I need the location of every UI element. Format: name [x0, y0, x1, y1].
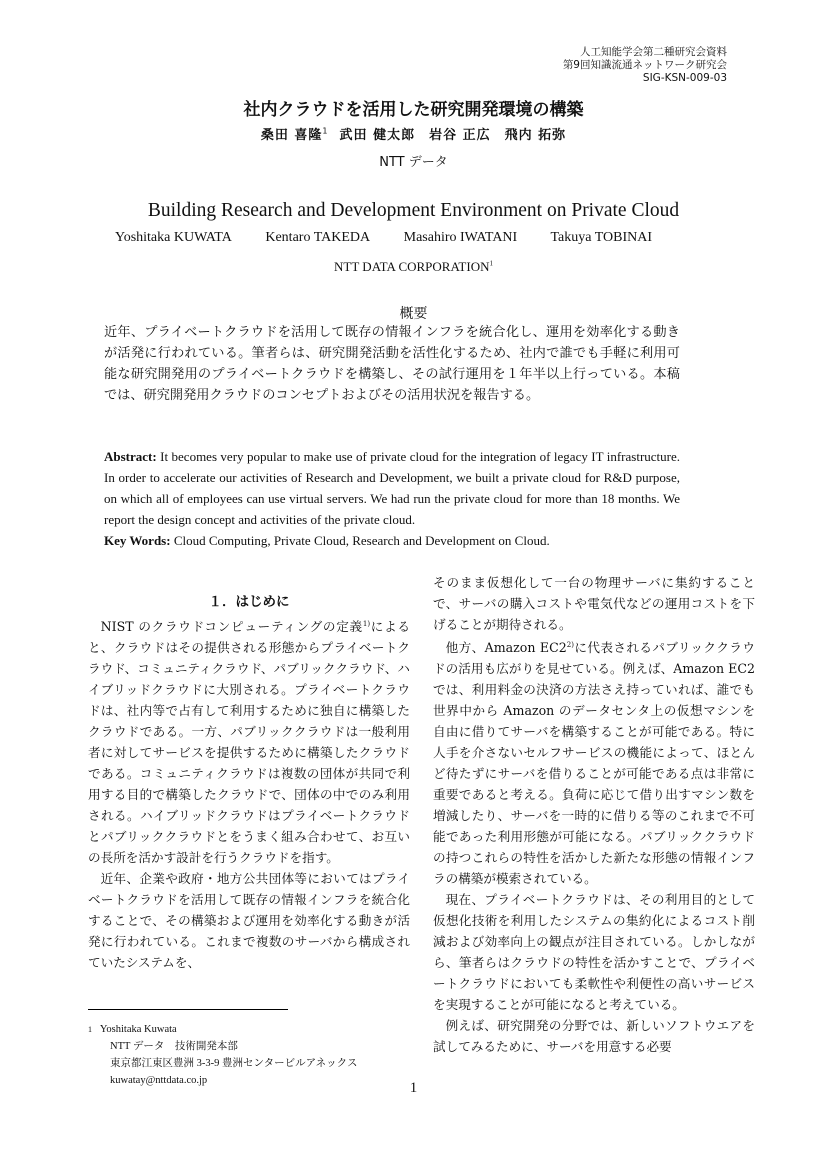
- reference-mark: 2): [566, 641, 574, 649]
- organization-en-name: NTT DATA CORPORATION: [334, 259, 490, 274]
- keywords-label: Key Words:: [104, 533, 171, 548]
- footnote-name: Yoshitaka Kuwata: [99, 1024, 177, 1035]
- authors-ja: [0, 124, 827, 143]
- page-number: 1: [409, 1080, 418, 1096]
- conference-header: [563, 46, 727, 85]
- paragraph: そのまま仮想化して一台の物理サーバに集約することで、サーバの購入コストや電気代などの運用コストを下げることが期待される。: [433, 575, 755, 632]
- paragraph: [88, 614, 410, 868]
- section-1-heading: １．はじめに: [208, 594, 290, 610]
- header-line-2: 第9回知識流通ネットワーク研究会: [562, 59, 727, 71]
- footnote: [88, 1021, 358, 1089]
- paragraph: 近年、企業や政府・地方公共団体等においてはプライベートクラウドを活用して既存の情報インフラを統合化することで、その構築および運用を効率化する動きが活発に行われている。これまで複数のサーバから構成されていたシステムを、: [88, 871, 410, 971]
- paragraph-text: によると、クラウドはその提供される形態からプライベートクラウド、コミュニティクラウド、パブリッククラウド、ハイブリッドクラウドに大別される。プライベートクラウドは、社内等で占有して利用するために独自に構築したクラウドである。一方、パブリッククラウドは一般利用者に対してサービスを提供するために構築したクラウドである。コミュニティクラウドは複数の団体が共同で利用する目的で構築したクラウドで、団体の中でのみ利用される。ハイブリッドクラウドはプライベートクラウドとパブリッククラウドとをうまく組み合わせて、お互いの長所を活かす設計を行うクラウドを指す。: [88, 619, 410, 866]
- paragraph: 現在、プライベートクラウドは、その利用目的として仮想化技術を利用したシステムの集約化によるコスト削減および効率向上の観点が注目されている。しかしながら、筆者らはクラウドの特性を活かすことで、プライベートクラウドにおいても柔軟性や利便性の高いサービスを実現することが可能になると考えている。: [433, 892, 755, 1013]
- header-line-3: SIG-KSN-009-03: [642, 72, 727, 84]
- abstract-en-block: [104, 446, 680, 551]
- paragraph-text: に代表されるパブリッククラウドの活用も広がりを見せている。例えば、Amazon EC2では、利用料金の決済の方法さえ持っていれば、誰でも世界中から Amazon のデータセンタ上の仮想マシンを自由に借りてサーバを構築することが可能である。特に人手を介さないセルフサービスの機能によって、ほとんど待たずにサーバを借りることが可能である点は非常に重要であると考える。負荷に応じて借り出すマシン数を増減したり、サーバを一時的に借りる等のこれまで不可能であった利用形態が可能になる。パブリッククラウドの持つこれらの特性を活かした新たな形態の情報インフラの構築が模索されている。: [433, 640, 756, 887]
- paragraph-text: 他方、Amazon EC2: [445, 640, 567, 656]
- abstract-ja: 近年、プライベートクラウドを活用して既存の情報インフラを統合化し、運用を効率化する動きが活発に行われている。筆者らは、研究開発活動を活性化するため、社内で誰でも手軽に利用可能な研究開発用のプライベートクラウドを構築し、その試行運用を１年半以上行っている。本稿では、研究開発用クラウドのコンセプトおよびその活用状況を報告する。: [104, 325, 680, 403]
- authors-en: [115, 230, 682, 246]
- authors-ja-rest: 武田 健太郎 岩谷 正広 飛内 拓弥: [339, 128, 567, 143]
- author-en-3: Masahiro IWATANI: [403, 230, 518, 245]
- paragraph: 例えば、研究開発の分野では、新しいソフトウエアを試してみるために、サーバを用意する必要: [433, 1018, 755, 1055]
- organization-en: [0, 259, 827, 275]
- body-column-left: [88, 614, 410, 973]
- author-en-2: Kentaro TAKEDA: [265, 230, 371, 245]
- footnote-mark: 1: [88, 1025, 92, 1034]
- author-ja-1: 桑田 喜隆: [260, 128, 323, 143]
- header-line-1: 人工知能学会第二種研究会資料: [580, 46, 727, 58]
- keywords: Cloud Computing, Private Cloud, Research and Development on Cloud.: [173, 533, 550, 548]
- paper-title-ja: 社内クラウドを活用した研究開発環境の構築: [243, 100, 584, 120]
- footnote-address: 東京都江東区豊洲 3-3-9 豊洲センタービルアネックス: [110, 1058, 358, 1069]
- paragraph: [433, 635, 755, 889]
- author-en-1: Yoshitaka KUWATA: [115, 230, 232, 245]
- footnote-rule: [88, 1009, 288, 1010]
- author-ja-1-mark: 1: [322, 126, 329, 136]
- reference-mark: 1): [362, 620, 371, 628]
- body-column-right: [433, 572, 755, 1057]
- abstract-en-label: Abstract:: [104, 449, 157, 464]
- paragraph-text: NIST のクラウドコンピューティングの定義: [100, 619, 363, 635]
- author-en-4: Takuya TOBINAI: [550, 230, 652, 245]
- organization-ja: NTT データ: [379, 155, 448, 170]
- organization-en-mark: 1: [489, 259, 493, 268]
- footnote-email: kuwatay@nttdata.co.jp: [110, 1075, 208, 1086]
- paper-title-en: Building Research and Development Environment on Private Cloud: [147, 200, 680, 221]
- footnote-org: NTT データ 技術開発本部: [110, 1041, 238, 1052]
- abstract-en: It becomes very popular to make use of private cloud for the integration of legacy IT infrastructure. In order to accelerate our activities of Research and Development, we built a private cloud for R&D purpose, on which all of employees can use virtual servers. We had run the private cloud for more than 18 months. We report the design concept and activities of the private cloud.: [104, 449, 681, 527]
- abstract-ja-heading: 概要: [399, 306, 428, 322]
